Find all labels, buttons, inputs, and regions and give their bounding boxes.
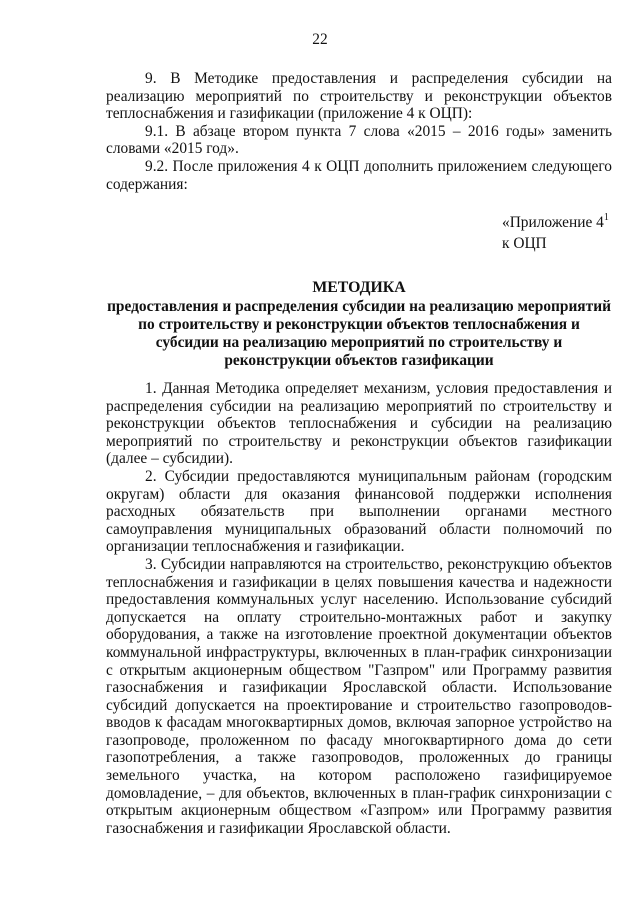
title-main: МЕТОДИКА xyxy=(312,279,406,296)
appendix-label-superscript: 1 xyxy=(603,212,609,223)
paragraph-2: 2. Субсидии предоставляются муниципальным районам (городским округам) области для оказания финансовой поддержки исполнения расходных обязательств при выполнении органами местного самоуправления муниципальных образований области полномочий по организации теплоснабжения и газификации. xyxy=(106,467,612,556)
page-number: 22 xyxy=(312,31,328,48)
appendix-label-line1: «Приложение 4 xyxy=(502,214,604,232)
item-9: 9. В Методике предоставления и распределения субсидии на реализацию мероприятий по строительству и реконструкции объектов теплоснабжения и газификации (приложение 4 к ОЦП): xyxy=(106,70,612,123)
amendment-block xyxy=(106,70,612,193)
appendix-label-line2: к ОЦП xyxy=(502,235,547,253)
paragraph-1: 1. Данная Методика определяет механизм, условия предоставления и распределения субсидии на реализацию мероприятий по строительству и реконструкции объектов теплоснабжения и субсидии на реализацию мероприятий по строительству и реконструкции объектов газификации (далее – субсидии). xyxy=(106,380,612,468)
title-subtitle: предоставления и распределения субсидии на реализацию мероприятий по строительству и реконструкции объектов теплоснабжения и субсидии на реализацию мероприятий по строительству и реконструкции объектов газификации xyxy=(107,298,611,369)
paragraph-3: 3. Субсидии направляются на строительство, реконструкцию объектов теплоснабжения и газификации в целях повышения качества и надежности предоставления коммунальных услуг населению. Использование субсидий допускается на оплату строительно-монтажных работ и закупку оборудования, а также на изготовление проектной документации объектов коммунальной инфраструктуры, включенных в план-график синхронизации с открытым акционерным обществом "Газпром" или Программу развития газоснабжения и газификации Ярославской области. Использование субсидий допускается на проектирование и строительство газопроводов-вводов к фасадам многоквартирных домов, включая запорное устройство на газопроводе, проложенном по фасаду многоквартирного дома до сети газопотребления, а также газопроводов, проложенных до границы земельного участка, на котором расположено газифицируемое домовладение, – для объектов, включенных в план-график синхронизации с открытым акционерным обществом «Газпром» или Программу развития газоснабжения и газификации Ярославской области. xyxy=(106,555,612,837)
item-9-1: 9.1. В абзаце втором пункта 7 слова «2015 – 2016 годы» заменить словами «2015 год». xyxy=(106,122,612,158)
appendix-label xyxy=(502,208,609,254)
document-title xyxy=(106,279,612,370)
methodology-body xyxy=(106,380,612,837)
item-9-2: 9.2. После приложения 4 к ОЦП дополнить приложением следующего содержания: xyxy=(106,157,612,193)
